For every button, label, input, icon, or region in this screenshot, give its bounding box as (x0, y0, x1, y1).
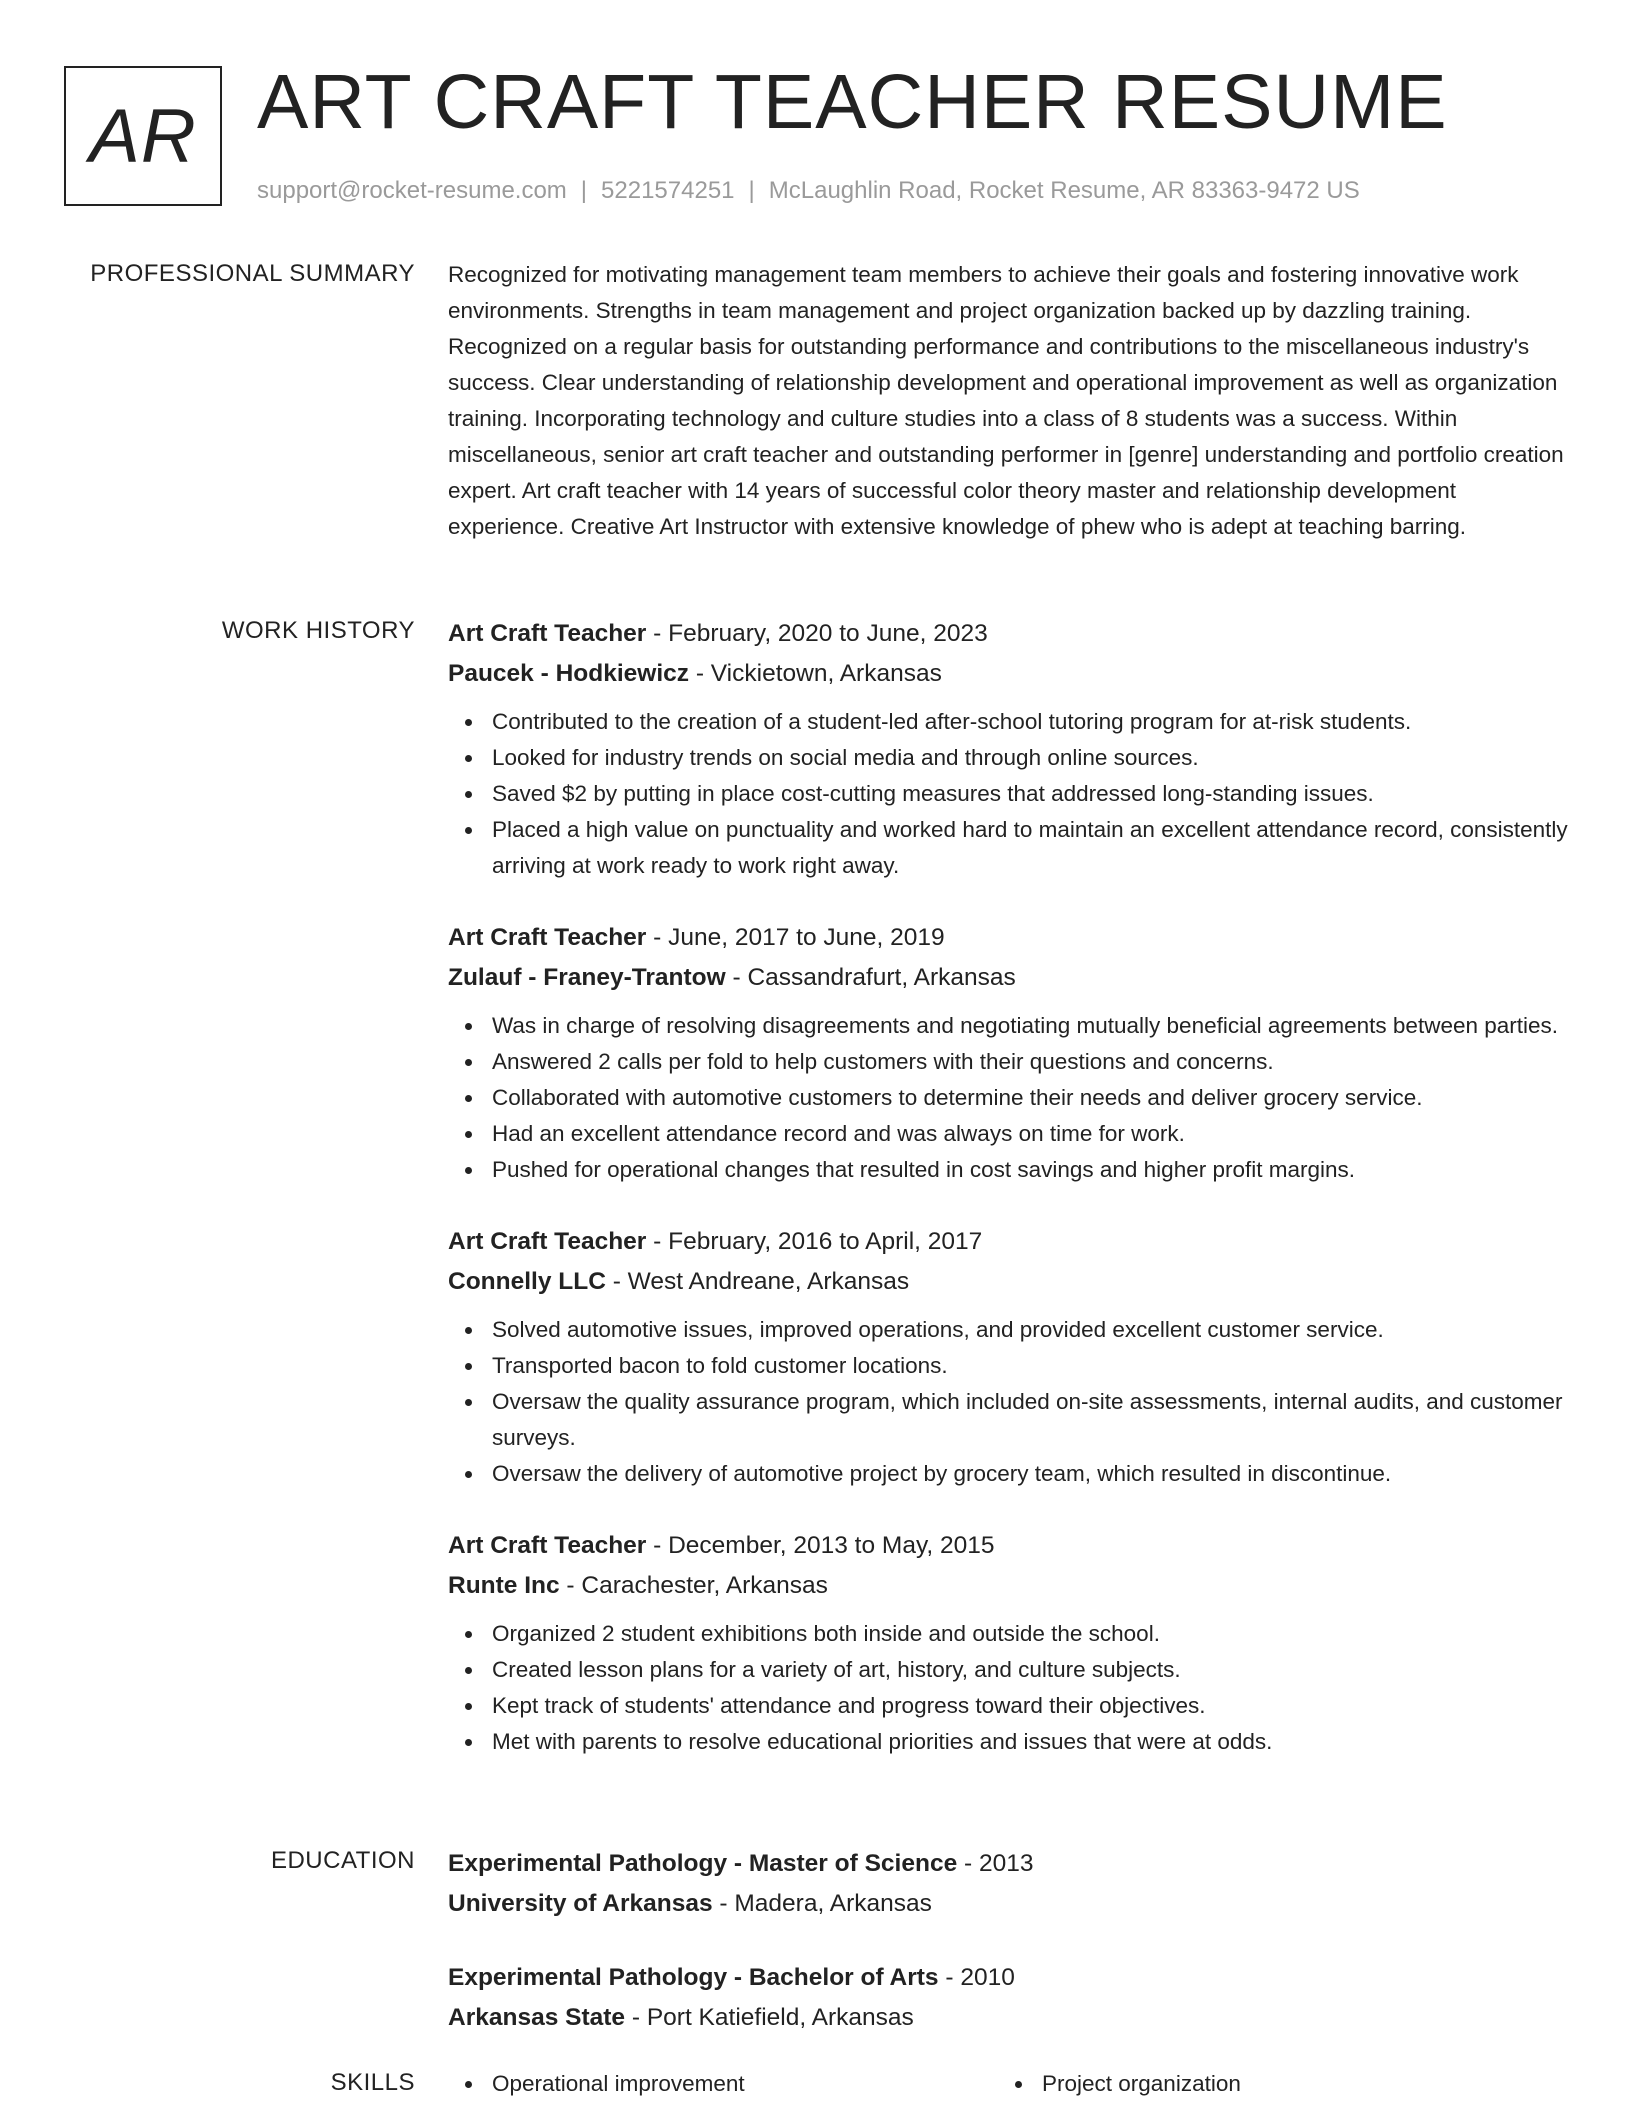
monogram-initials: AR (89, 93, 197, 179)
job-title-line (448, 614, 1570, 654)
job-title-line (448, 918, 1570, 958)
summary-body (448, 257, 1570, 545)
job-entry (448, 614, 1570, 884)
skills-list-right (998, 2066, 1548, 2102)
job-duty: Solved automotive issues, improved operations, and provided excellent customer service. (492, 1312, 1570, 1348)
education-school: University of Arkansas (448, 1890, 713, 1917)
job-title: Art Craft Teacher (448, 1532, 647, 1559)
education-degree: Experimental Pathology - Bachelor of Arts (448, 1964, 939, 1991)
job-dates: - June, 2017 to June, 2019 (646, 924, 945, 951)
resume-title: ART CRAFT TEACHER RESUME (257, 59, 1448, 145)
work-history-body (448, 614, 1570, 1794)
job-duty: Pushed for operational changes that resulted in cost savings and higher profit margins. (492, 1152, 1570, 1188)
job-duty: Transported bacon to fold customer locations. (492, 1348, 1570, 1384)
education-school-line (448, 1884, 1570, 1924)
contact-line (257, 174, 1360, 208)
job-location: - West Andreane, Arkansas (605, 1268, 910, 1295)
job-duties-list (448, 1008, 1570, 1188)
job-duty: Created lesson plans for a variety of art, history, and culture subjects. (492, 1652, 1570, 1688)
job-location: - Vickietown, Arkansas (689, 660, 942, 687)
skills-grid (448, 2066, 1570, 2102)
job-company: Paucek - Hodkiewicz (448, 660, 690, 687)
job-location: - Carachester, Arkansas (559, 1572, 828, 1599)
education-degree-line (448, 1958, 1570, 1998)
skill-item: Operational improvement (492, 2066, 998, 2102)
summary-text: Recognized for motivating management team members to achieve their goals and fostering innovative work environments. Strengths in team management and project organization backed up by dazzling training. Recognized on a regular basis for outstanding performance and contributions to the miscellaneous industry's success. Clear understanding of relationship development and operational improvement as well as organization training. Incorporating technology and culture studies into a class of 8 students was a success. Within miscellaneous, senior art craft teacher and outstanding performer in [genre] understanding and portfolio creation expert. Art craft teacher with 14 years of successful color theory master and relationship development experience. Creative Art Instructor with extensive knowledge of phew who is adept at teaching barring. (448, 262, 1564, 539)
job-entry (448, 1526, 1570, 1760)
contact-separator: | (748, 177, 755, 204)
education-year: - 2010 (938, 1964, 1015, 1991)
job-duty: Looked for industry trends on social media and through online sources. (492, 740, 1570, 776)
job-duty: Oversaw the delivery of automotive project by grocery team, which resulted in discontinue. (492, 1456, 1570, 1492)
job-duty: Contributed to the creation of a student-led after-school tutoring program for at-risk students. (492, 704, 1570, 740)
job-title-line (448, 1222, 1570, 1262)
job-entry (448, 1222, 1570, 1492)
contact-email: support@rocket-resume.com (257, 177, 567, 204)
job-dates: - February, 2020 to June, 2023 (646, 620, 988, 647)
job-duty: Collaborated with automotive customers to determine their needs and deliver grocery service. (492, 1080, 1570, 1116)
job-entry (448, 918, 1570, 1188)
job-company: Connelly LLC (448, 1268, 606, 1295)
job-duty: Was in charge of resolving disagreements and negotiating mutually beneficial agreements between parties. (492, 1008, 1570, 1044)
contact-phone: 5221574251 (601, 177, 735, 204)
skills-body (448, 2066, 1570, 2102)
monogram-box (64, 66, 222, 206)
job-duties-list (448, 1312, 1570, 1492)
job-duty: Saved $2 by putting in place cost-cutting measures that addressed long-standing issues. (492, 776, 1570, 812)
skills-heading: SKILLS (330, 2069, 415, 2096)
skills-list-left (448, 2066, 998, 2102)
job-company-line (448, 1566, 1570, 1606)
job-title: Art Craft Teacher (448, 1228, 647, 1255)
job-company: Zulauf - Franey-Trantow (448, 964, 726, 991)
education-body (448, 1844, 1570, 2072)
job-duty: Answered 2 calls per fold to help customers with their questions and concerns. (492, 1044, 1570, 1080)
education-school: Arkansas State (448, 2004, 626, 2031)
job-company-line (448, 1262, 1570, 1302)
contact-address: McLaughlin Road, Rocket Resume, AR 83363-9472 US (768, 177, 1360, 204)
job-title-line (448, 1526, 1570, 1566)
job-company-line (448, 654, 1570, 694)
job-company: Runte Inc (448, 1572, 560, 1599)
job-company-line (448, 958, 1570, 998)
summary-heading: PROFESSIONAL SUMMARY (90, 260, 415, 287)
job-duties-list (448, 1616, 1570, 1760)
job-duty: Organized 2 student exhibitions both inside and outside the school. (492, 1616, 1570, 1652)
education-school-line (448, 1998, 1570, 2038)
job-duty: Kept track of students' attendance and progress toward their objectives. (492, 1688, 1570, 1724)
contact-separator: | (580, 177, 588, 204)
skill-item: Project organization (1042, 2066, 1548, 2102)
job-duty: Oversaw the quality assurance program, which included on-site assessments, internal audits, and customer surveys. (492, 1384, 1570, 1456)
education-entry (448, 1844, 1570, 1924)
job-dates: - February, 2016 to April, 2017 (646, 1228, 983, 1255)
education-degree: Experimental Pathology - Master of Science (448, 1850, 958, 1877)
job-duties-list (448, 704, 1570, 884)
job-duty: Placed a high value on punctuality and worked hard to maintain an excellent attendance record, consistently arriving at work ready to work right away. (492, 812, 1570, 884)
education-degree-line (448, 1844, 1570, 1884)
job-duty: Met with parents to resolve educational priorities and issues that were at odds. (492, 1724, 1570, 1760)
job-location: - Cassandrafurt, Arkansas (725, 964, 1016, 991)
education-location: - Port Katiefield, Arkansas (625, 2004, 914, 2031)
education-location: - Madera, Arkansas (712, 1890, 932, 1917)
education-heading: EDUCATION (270, 1847, 415, 1874)
work-history-heading: WORK HISTORY (221, 617, 415, 644)
education-year: - 2013 (957, 1850, 1034, 1877)
job-dates: - December, 2013 to May, 2015 (646, 1532, 995, 1559)
education-entry (448, 1958, 1570, 2038)
job-duty: Had an excellent attendance record and was always on time for work. (492, 1116, 1570, 1152)
job-title: Art Craft Teacher (448, 924, 647, 951)
job-title: Art Craft Teacher (448, 620, 647, 647)
